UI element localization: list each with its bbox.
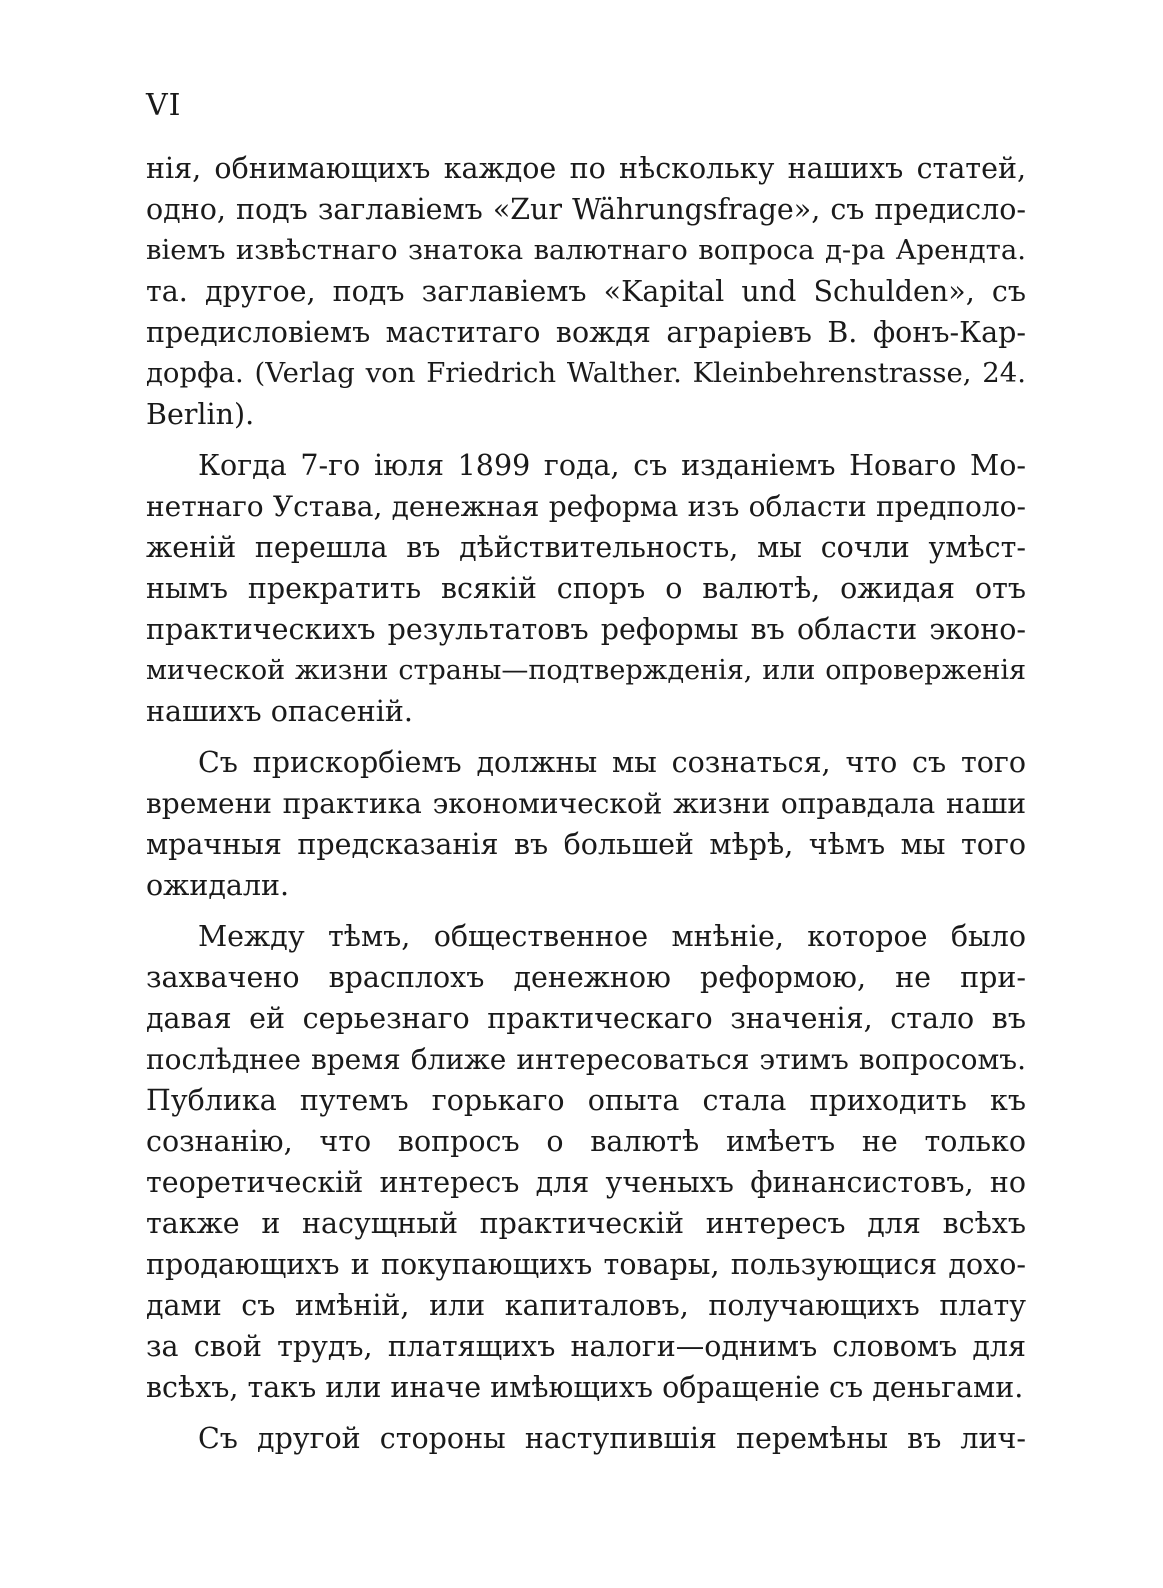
text-line: дорфа. (Verlag von Friedrich Walther. Kleinbehrenstrasse, 24. (146, 357, 1026, 389)
text-line: Berlin). (146, 398, 255, 431)
paragraph-4 (146, 916, 1026, 1408)
paragraph-5 (146, 1418, 1026, 1459)
text-line: нетнаго Устава, денежная реформа изъ области предполо- (146, 490, 1026, 523)
text-line: давая ей серьезнаго практическаго значенія, стало въ (146, 1002, 1026, 1035)
text-line: Между тѣмъ, общественное мнѣніе, которое было (198, 920, 1026, 953)
text-line: продающихъ и покупающихъ товары, пользующися дохо- (146, 1248, 1026, 1281)
text-line: мрачныя предсказанія въ большей мѣрѣ, чѣмъ мы того (146, 828, 1026, 861)
text-line: ожидали. (146, 869, 290, 902)
text-line: віемъ извѣстнаго знатока валютнаго вопроса д-ра Арендта. (146, 234, 1026, 266)
text-line: за свой трудъ, платящихъ налоги—однимъ словомъ для (146, 1330, 1026, 1363)
text-line: мической жизни страны—подтвержденія, или опроверженія (146, 655, 1026, 686)
text-line: всѣхъ, такъ или иначе имѣющихъ обращеніе съ деньгами. (146, 1371, 1024, 1404)
text-line: дами съ имѣній, или капиталовъ, получающихъ плату (146, 1289, 1026, 1322)
text-line: времени практика экономической жизни оправдала наши (146, 787, 1026, 820)
text-line: Съ прискорбіемъ должны мы сознаться, что съ того (198, 746, 1026, 779)
page-number: VI (146, 88, 182, 123)
text-line: одно, подъ заглавіемъ «Zur Währungsfrage», съ предисло- (146, 193, 1026, 226)
text-line: Публика путемъ горькаго опыта стала приходить къ (146, 1084, 1026, 1117)
text-line: нымъ прекратить всякій споръ о валютѣ, ожидая отъ (146, 572, 1026, 605)
text-line: захвачено врасплохъ денежною реформою, не при- (146, 961, 1026, 994)
text-line: та. другое, подъ заглавіемъ «Kapital und Schulden», съ (146, 275, 1026, 308)
text-line: предисловіемъ маститаго вождя аграріевъ В. фонъ-Кар- (146, 316, 1026, 349)
paragraph-2 (146, 445, 1026, 732)
text-line: женій перешла въ дѣйствительность, мы сочли умѣст- (146, 531, 1026, 564)
text-line: также и насущный практическій интересъ для всѣхъ (146, 1207, 1026, 1240)
text-line: теоретическій интересъ для ученыхъ финансистовъ, но (146, 1166, 1026, 1199)
text-line: нія, обнимающихъ каждое по нѣскольку нашихъ статей, (146, 152, 1026, 185)
text-line: сознанію, что вопросъ о валютѣ имѣетъ не только (146, 1125, 1026, 1158)
text-line: практическихъ результатовъ реформы въ области эконо- (146, 613, 1026, 646)
body-text (146, 148, 1026, 1459)
text-line: послѣднее время ближе интересоваться этимъ вопросомъ. (146, 1043, 1026, 1076)
text-line: Съ другой стороны наступившія перемѣны въ лич- (198, 1422, 1026, 1455)
text-line: нашихъ опасеній. (146, 695, 413, 728)
paragraph-1 (146, 148, 1026, 435)
paragraph-3 (146, 742, 1026, 906)
text-line: Когда 7-го іюля 1899 года, съ изданіемъ Новаго Мо- (198, 449, 1026, 482)
